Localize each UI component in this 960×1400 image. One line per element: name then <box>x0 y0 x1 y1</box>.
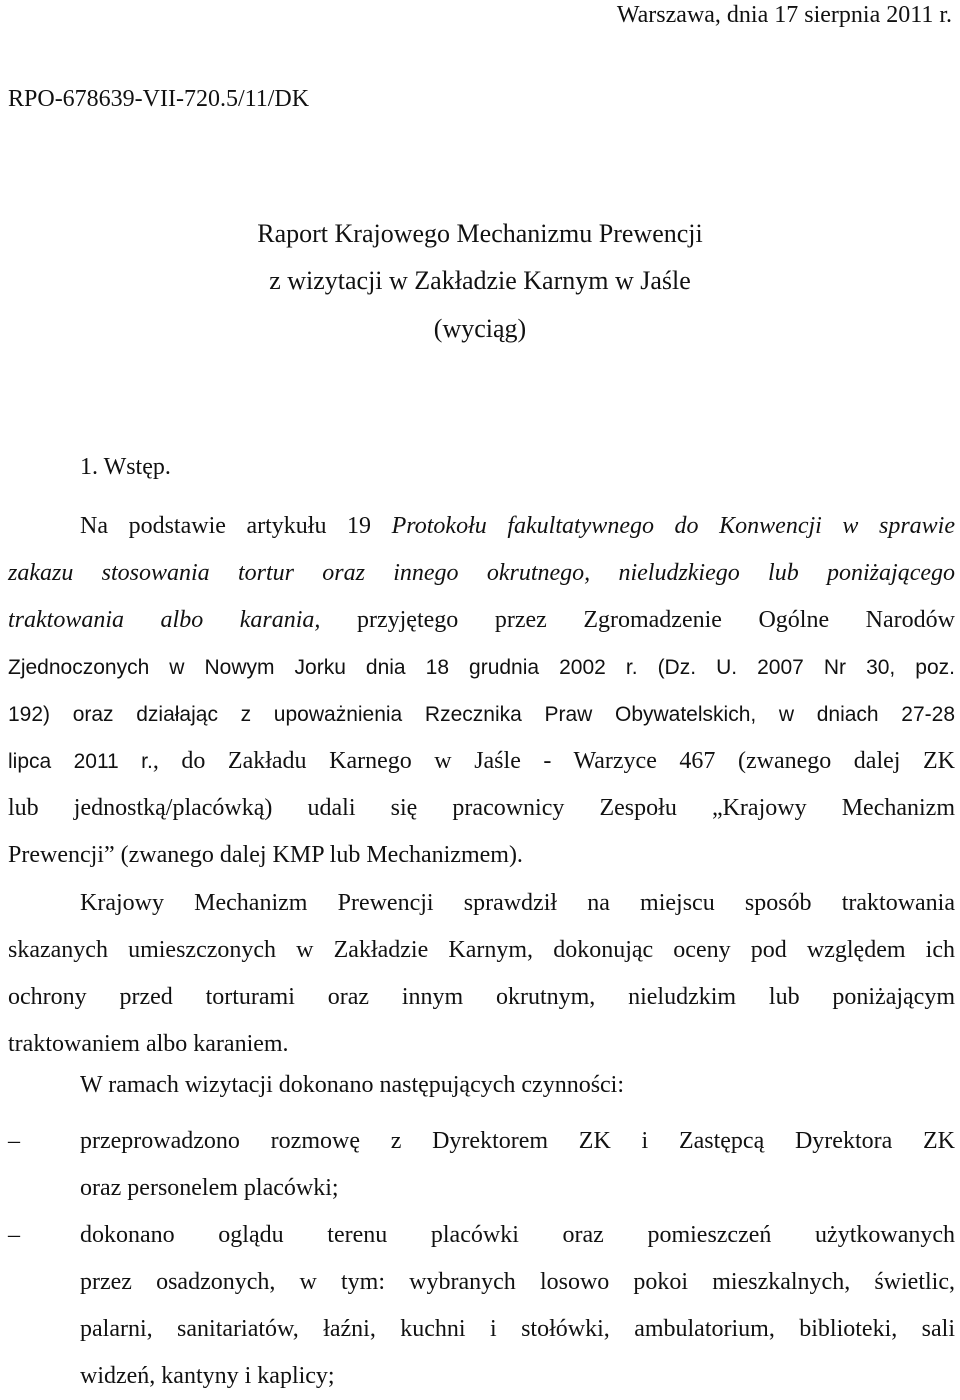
treaty-name: zakazu stosowania tortur oraz innego okrutnego, nieludzkiego lub poniżającego <box>8 560 955 586</box>
section-heading: 1. Wstęp. <box>80 454 171 480</box>
paragraph-line: 192) oraz działając z upoważnienia Rzecznika Praw Obywatelskich, w dniach 27-28 <box>8 703 955 726</box>
activities-list <box>8 1118 955 1400</box>
report-excerpt-note: (wyciąg) <box>433 314 527 343</box>
paragraph-text: przyjętego przez Zgromadzenie Ogólne Narodów <box>320 607 955 633</box>
paragraph-line: Prewencji” (zwanego dalej KMP lub Mechanizmem). <box>8 842 523 868</box>
paragraph-line: traktowaniem albo karaniem. <box>8 1031 289 1057</box>
paragraph-line: Zjednoczonych w Nowym Jorku dnia 18 grudnia 2002 r. (Dz. U. 2007 Nr 30, poz. <box>8 656 955 679</box>
date-line: Warszawa, dnia 17 sierpnia 2011 r. <box>616 2 952 28</box>
list-item-line: oraz personelem placówki; <box>80 1175 339 1201</box>
paragraph-line <box>8 503 955 550</box>
dash-bullet: – <box>8 1128 20 1154</box>
list-item <box>8 1212 955 1400</box>
activities-intro: W ramach wizytacji dokonano następujących czynności: <box>80 1072 625 1098</box>
paragraph-line <box>8 550 955 597</box>
list-item-line: dokonano oglądu terenu placówki oraz pomieszczeń użytkowanych <box>80 1222 955 1248</box>
list-item <box>8 1118 955 1212</box>
paragraph-line: ochrony przed torturami oraz innym okrutnym, nieludzkim lub poniżającym <box>8 984 955 1010</box>
paragraph-line: skazanych umieszczonych w Zakładzie Karnym, dokonując oceny pod względem ich <box>8 937 955 963</box>
list-item-line: przeprowadzono rozmowę z Dyrektorem ZK i Zastępcą Dyrektora ZK <box>80 1128 955 1154</box>
list-item-line: widzeń, kantyny i kaplicy; <box>80 1363 335 1389</box>
paragraph-text: , do Zakładu Karnego w Jaśle - Warzyce 467 (zwanego dalej ZK <box>152 748 955 774</box>
list-item-line: przez osadzonych, w tym: wybranych losowo pokoi mieszkalnych, świetlic, <box>80 1269 955 1295</box>
report-title: Raport Krajowego Mechanizmu Prewencji <box>257 219 703 248</box>
list-item-line: palarni, sanitariatów, łaźni, kuchni i stołówki, ambulatorium, biblioteki, sali <box>80 1316 955 1342</box>
treaty-name: Protokołu fakultatywnego do Konwencji w sprawie <box>391 513 955 539</box>
paragraph-text: Na podstawie artykułu 19 <box>80 513 392 539</box>
paragraph-line <box>8 738 955 785</box>
report-subtitle: z wizytacji w Zakładzie Karnym w Jaśle <box>269 266 691 295</box>
paragraph-findings <box>8 880 955 1068</box>
paragraph-intro <box>8 503 955 879</box>
dash-bullet: – <box>8 1222 20 1248</box>
paragraph-line <box>8 597 955 644</box>
paragraph-line: lub jednostką/placówką) udali się pracownicy Zespołu „Krajowy Mechanizm <box>8 795 955 821</box>
reference-number: RPO-678639-VII-720.5/11/DK <box>8 86 310 112</box>
paragraph-line: Krajowy Mechanizm Prewencji sprawdził na miejscu sposób traktowania <box>80 890 955 916</box>
paragraph-text: lipca 2011 r. <box>8 750 153 773</box>
treaty-name: traktowania albo karania, <box>8 607 321 633</box>
